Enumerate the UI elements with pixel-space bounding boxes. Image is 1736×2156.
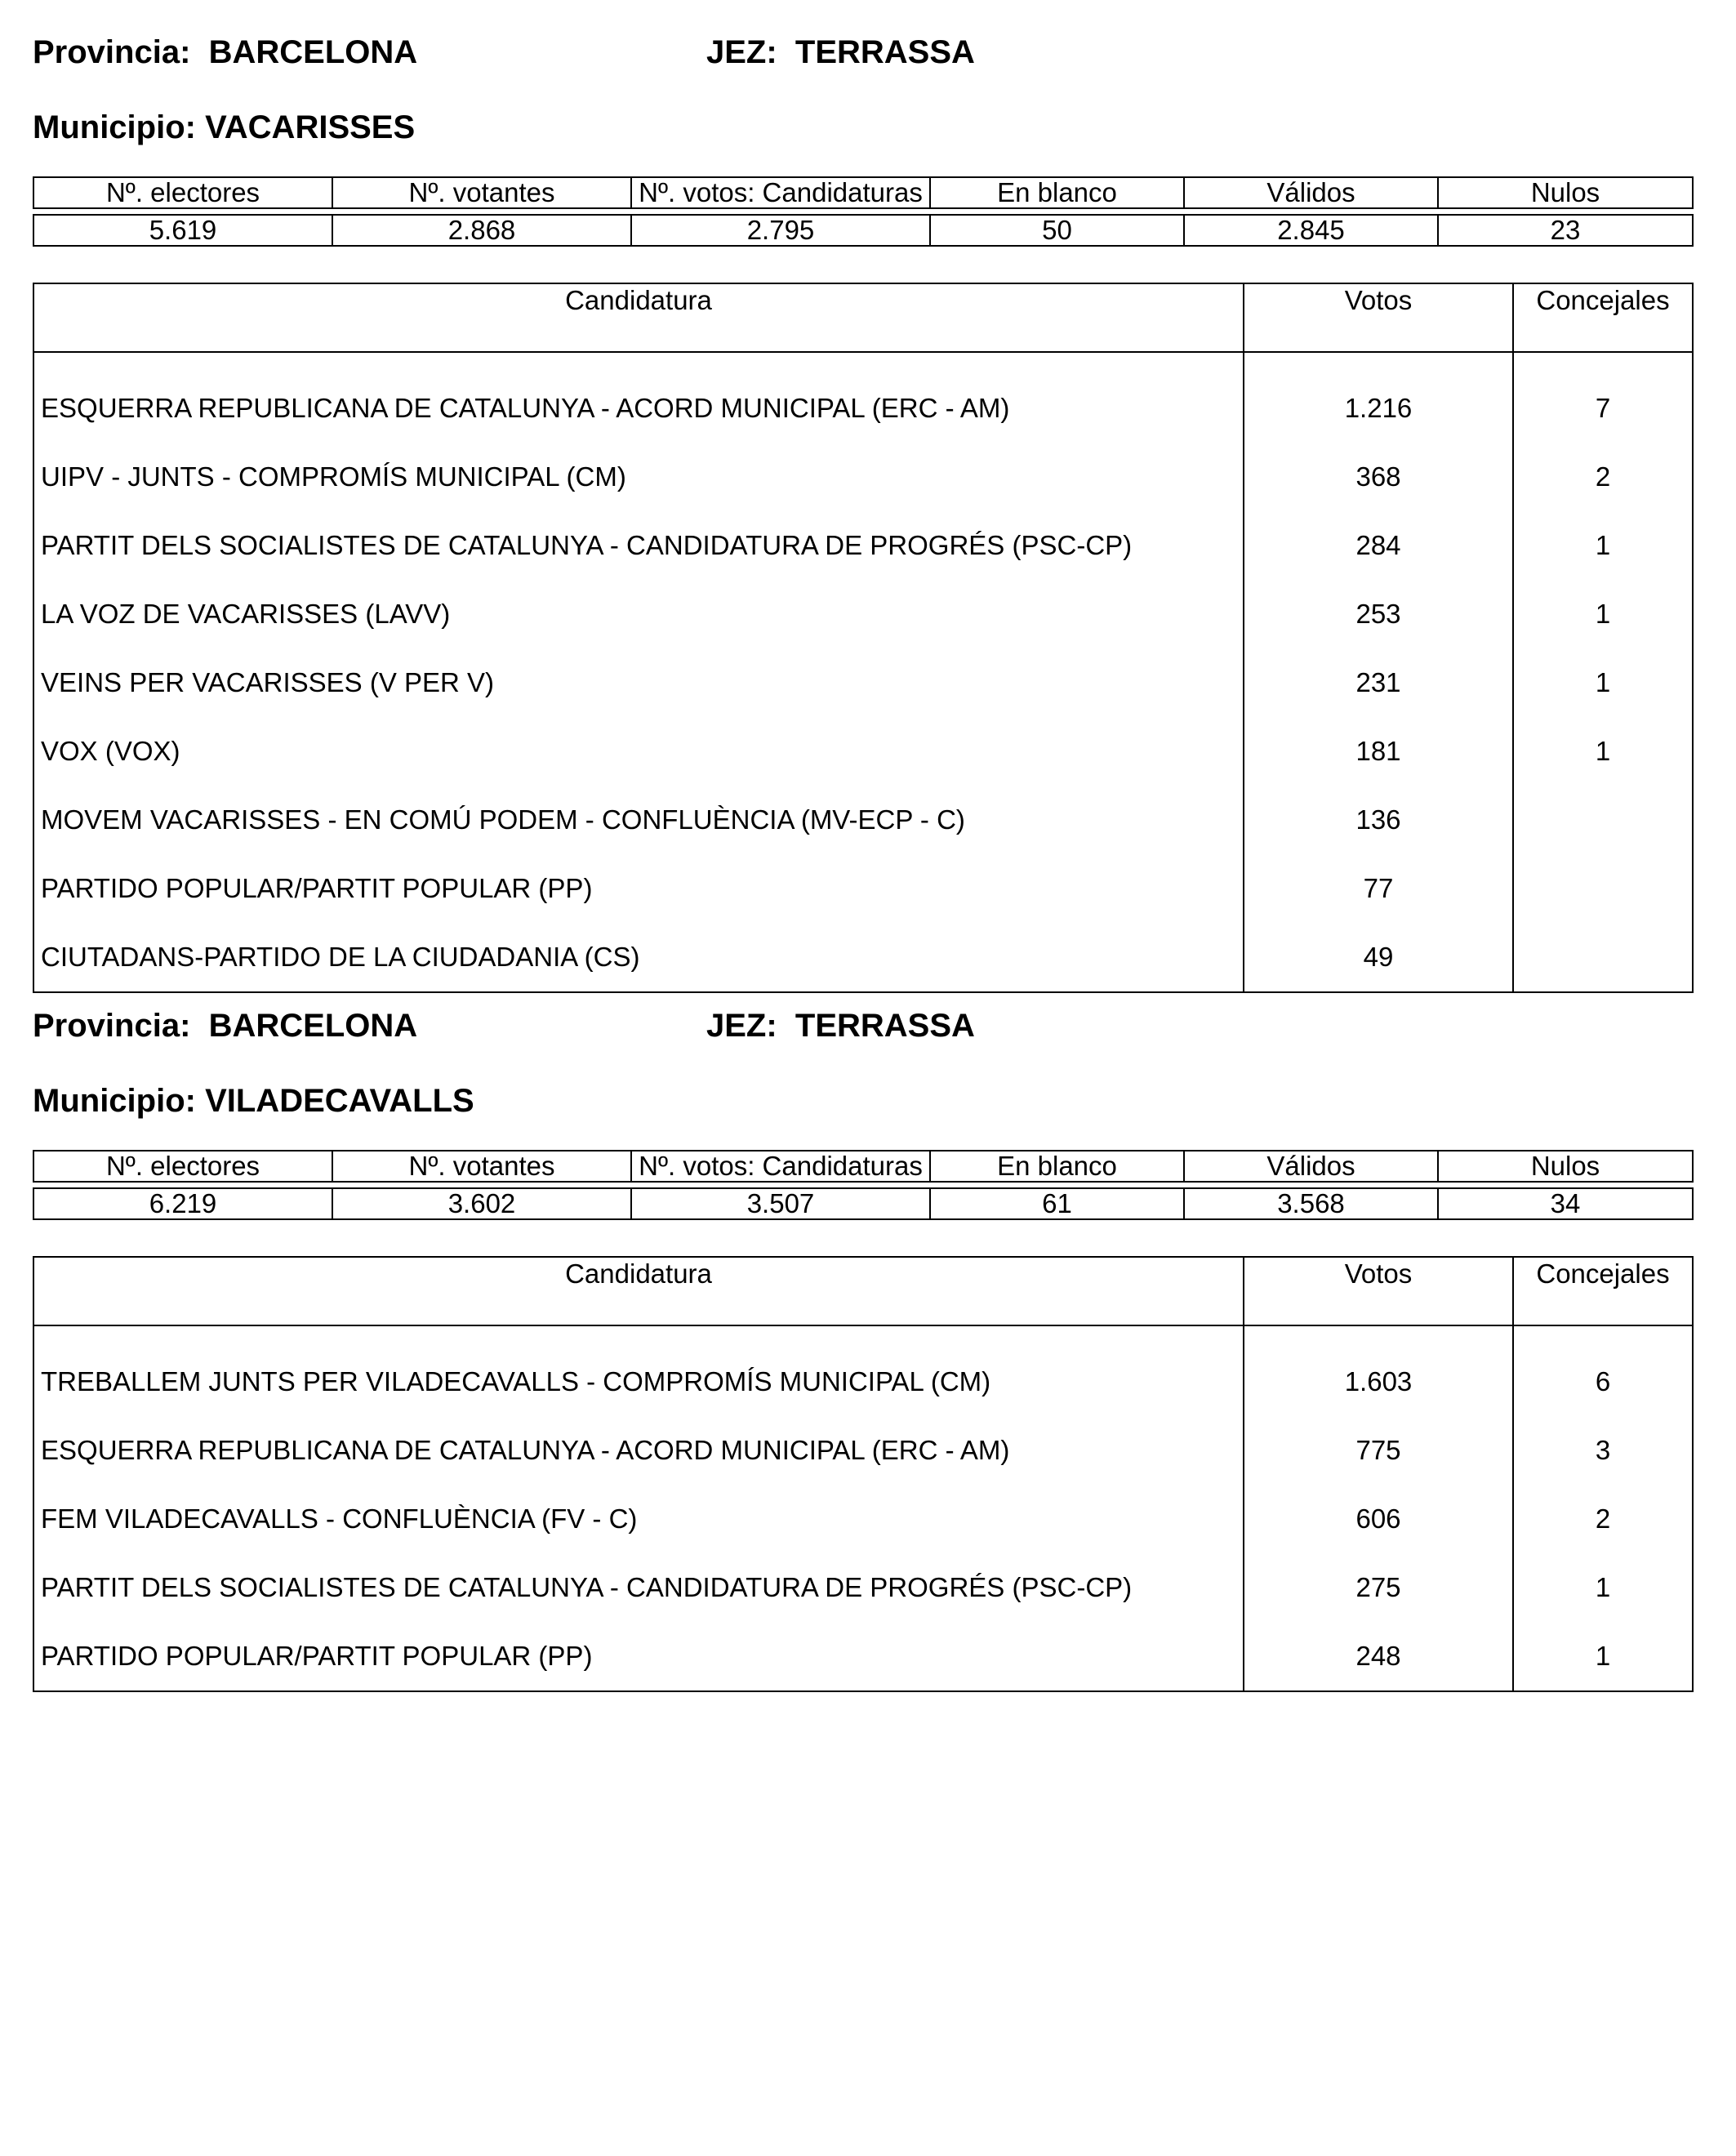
candidate-name: PARTIDO POPULAR/PARTIT POPULAR (PP) [41,873,593,903]
candidate-votos: 775 [1244,1416,1513,1485]
summary-header-cell: Nulos [1438,1151,1693,1182]
summary-header-cell: Válidos [1184,177,1438,208]
candidate-name: PARTIT DELS SOCIALISTES DE CATALUNYA - CANDIDATURA DE PROGRÉS (PSC-CP) [41,530,1133,560]
candidate-concejales: 2 [1513,443,1693,511]
candidate-name: ESQUERRA REPUBLICANA DE CATALUNYA - ACORD MUNICIPAL (ERC - AM) [41,1435,1010,1465]
summary-header-cell: Nº. votantes [332,1151,631,1182]
summary-value-cell: 5.619 [33,215,332,246]
candidate-concejales: 1 [1513,580,1693,648]
summary-header-cell: Nulos [1438,177,1693,208]
candidate-row [33,580,1693,648]
candidate-votos: 253 [1244,580,1513,648]
candidate-row [33,648,1693,717]
summary-value-cell: 2.845 [1184,215,1438,246]
candidate-concejales [1513,786,1693,854]
candidate-row [33,854,1693,923]
municipio-label: Municipio: VACARISSES [33,109,416,145]
summary-value-cell: 34 [1438,1188,1693,1219]
candidate-name: PARTIDO POPULAR/PARTIT POPULAR (PP) [41,1641,593,1671]
candidate-votos: 49 [1244,923,1513,992]
candidate-votos: 77 [1244,854,1513,923]
candidatura-header: Candidatura [33,283,1244,352]
summary-value-cell: 2.795 [631,215,930,246]
candidate-votos: 606 [1244,1485,1513,1553]
candidate-name: LA VOZ DE VACARISSES (LAVV) [41,599,451,629]
concejales-header: Concejales [1513,1257,1693,1325]
candidate-concejales: 6 [1513,1325,1693,1416]
summary-value-cell: 6.219 [33,1188,332,1219]
candidate-name: VEINS PER VACARISSES (V PER V) [41,667,495,697]
candidate-concejales: 1 [1513,717,1693,786]
summary-value-cell: 61 [930,1188,1184,1219]
candidate-row [33,1553,1693,1622]
candidate-row [33,923,1693,992]
summary-header-cell: Nº. electores [33,1151,332,1182]
summary-table [33,176,1694,247]
candidate-row [33,443,1693,511]
provincia-label: Provincia: BARCELONA [33,1008,418,1044]
candidate-concejales: 1 [1513,1553,1693,1622]
candidates-table [33,283,1694,993]
candidate-votos: 368 [1244,443,1513,511]
summary-header-cell: Nº. votos: Candidaturas [631,1151,930,1182]
candidate-votos: 181 [1244,717,1513,786]
votos-header: Votos [1244,283,1513,352]
candidate-votos: 1.216 [1244,352,1513,443]
candidate-concejales: 7 [1513,352,1693,443]
candidate-row [33,1485,1693,1553]
candidate-name: MOVEM VACARISSES - EN COMÚ PODEM - CONFLUÈNCIA (MV-ECP - C) [41,804,965,835]
candidate-votos: 275 [1244,1553,1513,1622]
candidate-row [33,1416,1693,1485]
candidate-row [33,786,1693,854]
candidate-votos: 136 [1244,786,1513,854]
summary-value-cell: 2.868 [332,215,631,246]
candidate-name: TREBALLEM JUNTS PER VILADECAVALLS - COMPROMÍS MUNICIPAL (CM) [41,1366,991,1396]
candidate-name: UIPV - JUNTS - COMPROMÍS MUNICIPAL (CM) [41,461,626,492]
candidates-table [33,1256,1694,1692]
summary-header-cell: Nº. votos: Candidaturas [631,177,930,208]
summary-value-cell: 3.568 [1184,1188,1438,1219]
jez-label: JEZ: TERRASSA [706,1008,975,1044]
summary-value-cell: 50 [930,215,1184,246]
summary-header-cell: En blanco [930,177,1184,208]
candidate-votos: 231 [1244,648,1513,717]
candidate-name: FEM VILADECAVALLS - CONFLUÈNCIA (FV - C) [41,1503,638,1534]
candidate-votos: 284 [1244,511,1513,580]
candidate-concejales: 1 [1513,511,1693,580]
votos-header: Votos [1244,1257,1513,1325]
provincia-label: Provincia: BARCELONA [33,34,418,70]
candidatura-header: Candidatura [33,1257,1244,1325]
summary-value-row [33,1188,1693,1219]
candidate-votos: 1.603 [1244,1325,1513,1416]
candidate-name: VOX (VOX) [41,736,180,766]
candidate-row [33,717,1693,786]
summary-header-cell: Válidos [1184,1151,1438,1182]
candidate-concejales: 3 [1513,1416,1693,1485]
candidate-row [33,1325,1693,1416]
candidate-concejales: 1 [1513,648,1693,717]
candidate-concejales: 2 [1513,1485,1693,1553]
candidate-name: PARTIT DELS SOCIALISTES DE CATALUNYA - CANDIDATURA DE PROGRÉS (PSC-CP) [41,1572,1133,1602]
municipio-label: Municipio: VILADECAVALLS [33,1083,474,1119]
candidate-concejales [1513,854,1693,923]
candidate-name: ESQUERRA REPUBLICANA DE CATALUNYA - ACORD MUNICIPAL (ERC - AM) [41,393,1010,423]
candidate-row [33,511,1693,580]
summary-header-cell: Nº. electores [33,177,332,208]
candidate-concejales: 1 [1513,1622,1693,1691]
jez-label: JEZ: TERRASSA [706,34,975,70]
concejales-header: Concejales [1513,283,1693,352]
summary-value-cell: 23 [1438,215,1693,246]
summary-header-row [33,1151,1693,1182]
candidates-header-row [33,283,1693,352]
summary-header-cell: En blanco [930,1151,1184,1182]
candidate-name: CIUTADANS-PARTIDO DE LA CIUDADANIA (CS) [41,942,640,972]
candidate-row [33,352,1693,443]
summary-header-row [33,177,1693,208]
summary-header-cell: Nº. votantes [332,177,631,208]
summary-table [33,1150,1694,1220]
summary-value-cell: 3.507 [631,1188,930,1219]
summary-value-row [33,215,1693,246]
summary-value-cell: 3.602 [332,1188,631,1219]
candidate-row [33,1622,1693,1691]
candidate-votos: 248 [1244,1622,1513,1691]
candidate-concejales [1513,923,1693,992]
candidates-header-row [33,1257,1693,1325]
